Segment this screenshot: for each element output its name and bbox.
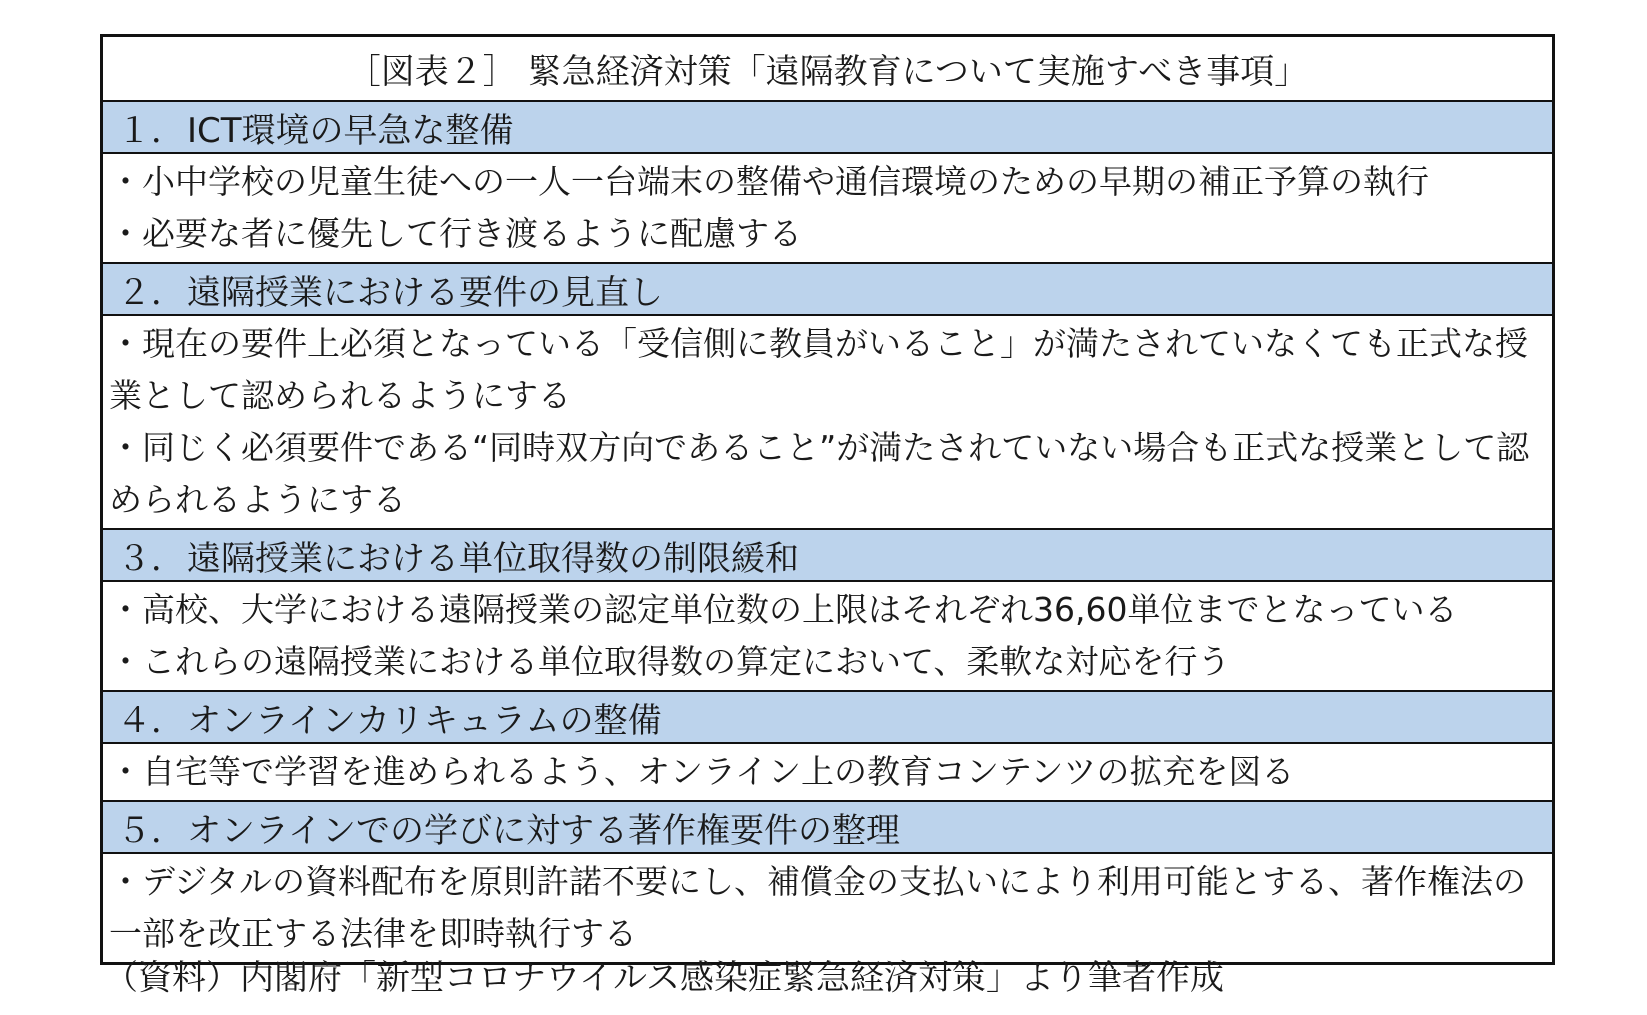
- section-heading: 遠隔授業における要件の見直し: [187, 272, 663, 313]
- section-number: ４．: [117, 700, 185, 741]
- section-header-1: [103, 102, 1552, 154]
- bullet-item: ・同じく必須要件である“同時双方向であること”が満たされていない場合も正式な授業として認められるようにする: [109, 428, 1530, 519]
- section-heading: オンラインでの学びに対する著作権要件の整理: [187, 810, 900, 851]
- section-number: ２．: [117, 272, 185, 313]
- section-body-5: [103, 854, 1552, 962]
- section-number: ５．: [117, 810, 185, 851]
- bullet-item: ・必要な者に優先して行き渡るように配慮する: [109, 214, 802, 253]
- section-header-2: [103, 264, 1552, 316]
- section-header-5: [103, 802, 1552, 854]
- section-body-1: [103, 154, 1552, 264]
- section-number: ３．: [117, 538, 185, 579]
- section-header-3: [103, 530, 1552, 582]
- bullet-item: ・これらの遠隔授業における単位取得数の算定において、柔軟な対応を行う: [109, 642, 1231, 681]
- bullet-item: ・現在の要件上必須となっている「受信側に教員がいること」が満たされていなくても正式な授業として認められるようにする: [109, 324, 1528, 415]
- bullet-item: ・デジタルの資料配布を原則許諾不要にし、補償金の支払いにより利用可能とする、著作権法の一部を改正する法律を即時執行する: [109, 862, 1527, 953]
- section-heading: オンラインカリキュラムの整備: [187, 700, 662, 741]
- section-body-2: [103, 316, 1552, 530]
- section-heading: 遠隔授業における単位取得数の制限緩和: [187, 538, 799, 579]
- figure-title: ［図表２］ 緊急経済対策「遠隔教育について実施すべき事項」: [103, 37, 1552, 102]
- section-number: １．: [117, 110, 185, 151]
- figure-table: [100, 34, 1555, 965]
- bullet-item: ・小中学校の児童生徒への一人一台端末の整備や通信環境のための早期の補正予算の執行: [109, 162, 1429, 201]
- section-body-4: [103, 744, 1552, 802]
- section-heading: ICT環境の早急な整備: [187, 110, 514, 151]
- source-note: （資料）内閣府「新型コロナウイルス感染症緊急経済対策」より筆者作成: [104, 958, 1224, 998]
- bullet-item: ・自宅等で学習を進められるよう、オンライン上の教育コンテンツの拡充を図る: [109, 752, 1295, 791]
- section-body-3: [103, 582, 1552, 692]
- section-header-4: [103, 692, 1552, 744]
- bullet-item: ・高校、大学における遠隔授業の認定単位数の上限はそれぞれ36,60単位までとなっている: [109, 590, 1458, 629]
